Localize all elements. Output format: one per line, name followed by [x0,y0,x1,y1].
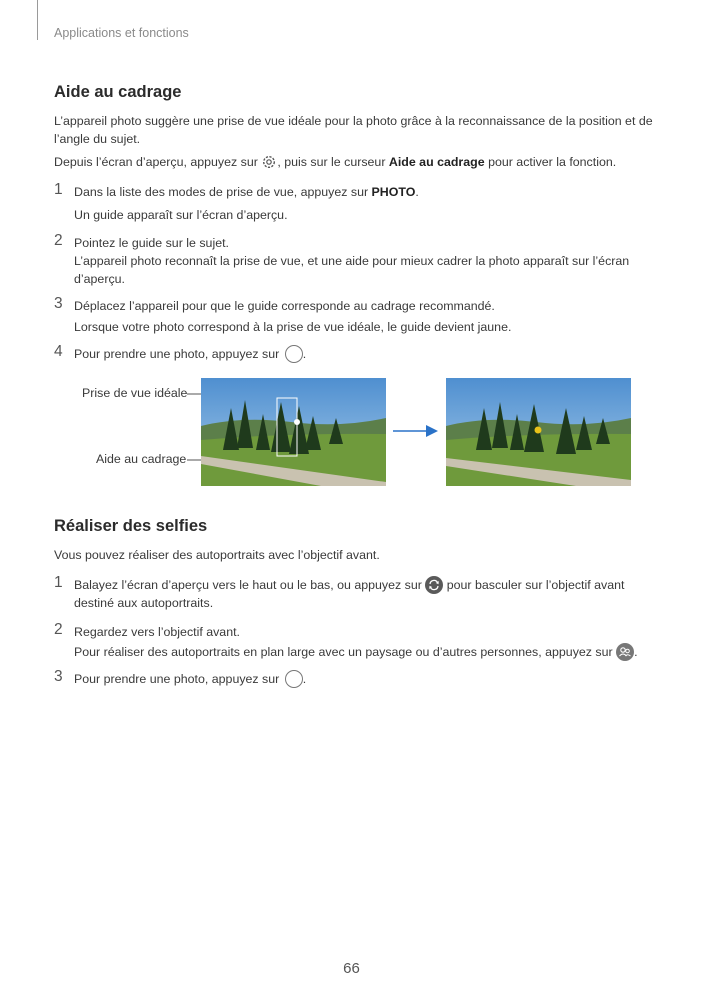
section2-intro: Vous pouvez réaliser des autoportraits avec l’objectif avant. [54,548,380,562]
page-number: 66 [343,960,360,977]
photo-mode-label: PHOTO [371,185,416,199]
aide-cadrage-label: Aide au cadrage [388,155,485,169]
section-title-selfies: Réaliser des selfies [54,517,208,535]
preview-photo-after [446,378,631,486]
section-title-aide-cadrage: Aide au cadrage [54,83,182,101]
wide-selfie-icon [616,643,634,661]
step-4: 4 Pour prendre une photo, appuyez sur . [54,343,307,361]
step-number: 1 [54,574,63,591]
shutter-icon [285,670,303,688]
step-3: 3 Déplacez l’appareil pour que le guide corresponde au cadrage recommandé. Lorsque votre photo correspond à la prise de vue idéale, le guide devient jaune. [54,295,512,334]
intro-line-2: l’angle du sujet. [54,132,141,146]
step-number: 2 [54,232,63,249]
step-number: 3 [54,668,63,685]
step-1: 1 Dans la liste des modes de prise de vue, appuyez sur PHOTO. Un guide apparaît sur l’écran d’aperçu. [54,181,419,222]
preview-photo-before [201,378,386,486]
step-number: 3 [54,295,63,312]
callout-prise-ideale: Prise de vue idéale [82,386,188,400]
step-number: 1 [54,181,63,198]
selfie-step-1: 1 Balayez l’écran d’aperçu vers le haut ou le bas, ou appuyez sur pour basculer sur l’objectif avant destiné aux autoportraits. [54,574,625,610]
selfie-step-3: 3 Pour prendre une photo, appuyez sur . [54,668,307,686]
step-number: 4 [54,343,63,360]
intro-line-1: L’appareil photo suggère une prise de vue idéale pour la photo grâce à la reconnaissance de la position et de [54,114,653,128]
page-header: Applications et fonctions [54,26,189,40]
selfie-step-2: 2 Regardez vers l’objectif avant. Pour réaliser des autoportraits en plan large avec un paysage ou d’autres personnes, appuyez sur . [54,621,638,659]
section1-intro2: Depuis l’écran d’aperçu, appuyez sur , puis sur le curseur Aide au cadrage pour activer la fonction. [54,153,654,175]
step-number: 2 [54,621,63,638]
step-2: 2 Pointez le guide sur le sujet. L’appareil photo reconnaît la prise de vue, et une aide pour mieux cadrer la photo apparaît sur l’écran d’aperçu. [54,232,630,286]
switch-camera-icon [425,576,443,594]
callout-aide-cadrage: Aide au cadrage [96,452,187,466]
